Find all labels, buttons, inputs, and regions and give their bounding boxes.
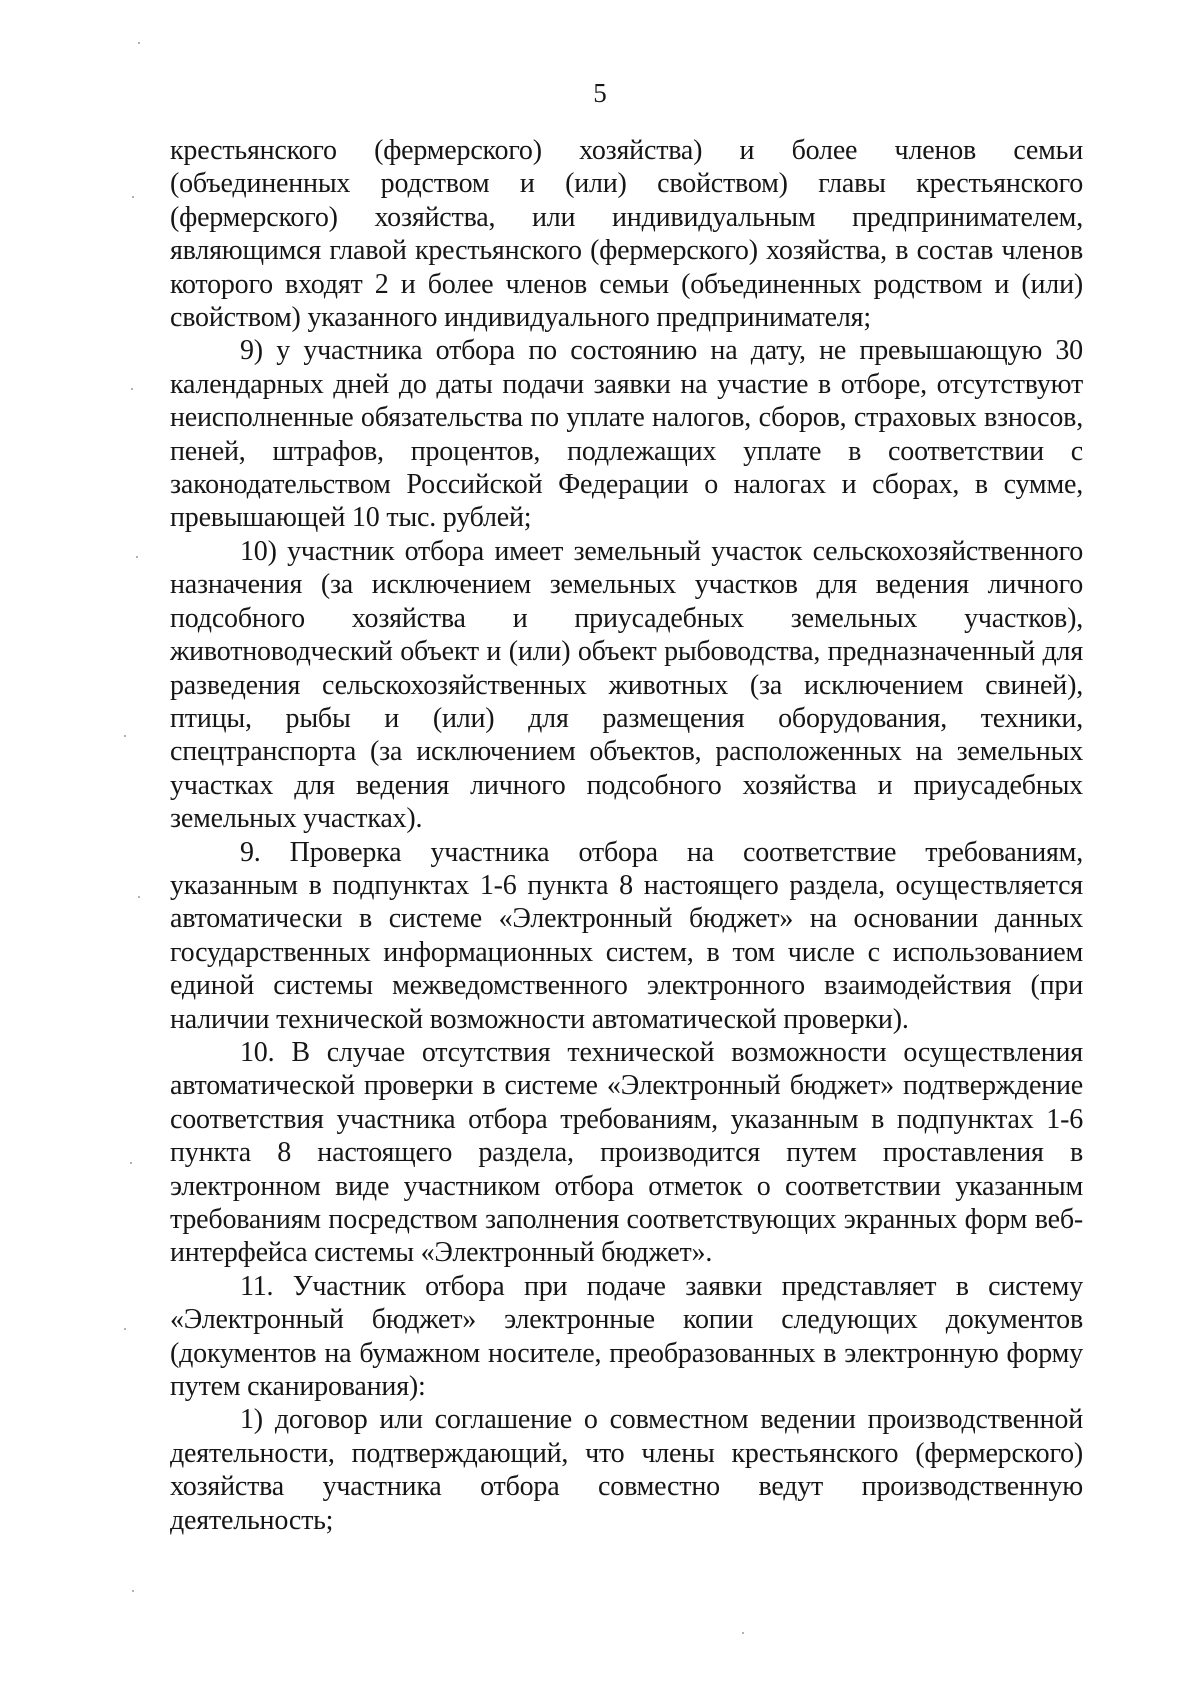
paragraph-clause-9-verification: 9. Проверка участника отбора на соответствие требованиям, указанным в подпунктах 1-6 пункта 8 настоящего раздела, осуществляется автоматически в системе «Электронный бюджет» на основании данных государственных информационных систем, в том числе с использованием единой системы межведомственного электронного взаимодействия (при наличии технической возможности автоматической проверки).: [170, 836, 1083, 1035]
scan-speck: [742, 1632, 744, 1634]
paragraph-item-10-land-plot: 10) участник отбора имеет земельный участок сельскохозяйственного назначения (за исключением земельных участков для ведения личного подсобного хозяйства и приусадебных земельных участков), животноводческий объект и (или) объект рыбоводства, предназначенный для разведения сельскохозяйственных животных (за исключением свиней), птицы, рыбы и (или) для размещения оборудования, техники, спецтранспорта (за исключением объектов, расположенных на земельных участках для ведения личного подсобного хозяйства и приусадебных земельных участках).: [170, 535, 1083, 835]
paragraph-clause-11-documents: 11. Участник отбора при подаче заявки представляет в систему «Электронный бюджет» электронные копии следующих документов (документов на бумажном носителе, преобразованных в электронную форму путем сканирования):: [170, 1270, 1083, 1403]
document-body: [170, 134, 1083, 1537]
paragraph-item-9-no-tax-debts: 9) у участника отбора по состоянию на дату, не превышающую 30 календарных дней до даты подачи заявки на участие в отборе, отсутствуют неисполненные обязательства по уплате налогов, сборов, страховых взносов, пеней, штрафов, процентов, подлежащих уплате в соответствии с законодательством Российской Федерации о налогах и сборах, в сумме, превышающей 10 тыс. рублей;: [170, 335, 1083, 534]
paragraph-clause-10-manual-confirmation: 10. В случае отсутствия технической возможности осуществления автоматической проверки в системе «Электронный бюджет» подтверждение соответствия участника отбора требованиям, указанным в подпунктах 1-6 пункта 8 настоящего раздела, производится путем проставления в электронном виде участником отбора отметок о соответствии указанным требованиям посредством заполнения соответствующих экранных форм веб-интерфейса системы «Электронный бюджет».: [170, 1036, 1083, 1269]
page-number: 5: [593, 78, 607, 108]
scan-speck: [131, 388, 133, 390]
scan-speck: [132, 1590, 134, 1592]
paragraph-subitem-1-agreement: 1) договор или соглашение о совместном ведении производственной деятельности, подтверждающий, что члены крестьянского (фермерского) хозяйства участника отбора совместно ведут производственную деятельность;: [170, 1404, 1083, 1536]
scan-speck: [124, 1328, 126, 1330]
scan-speck: [138, 42, 140, 44]
scan-speck: [132, 196, 134, 198]
scan-speck: [124, 735, 126, 737]
scan-speck: [136, 556, 138, 558]
scan-speck: [138, 896, 140, 898]
scan-speck: [130, 1162, 132, 1164]
paragraph-continuation: крестьянского (фермерского) хозяйства) и более членов семьи (объединенных родством и (или) свойством) главы крестьянского (фермерского) хозяйства, или индивидуальным предпринимателем, являющимся главой крестьянского (фермерского) хозяйства, в состав членов которого входят 2 и более членов семьи (объединенных родством и (или) свойством) указанного индивидуального предпринимателя;: [170, 135, 1083, 334]
